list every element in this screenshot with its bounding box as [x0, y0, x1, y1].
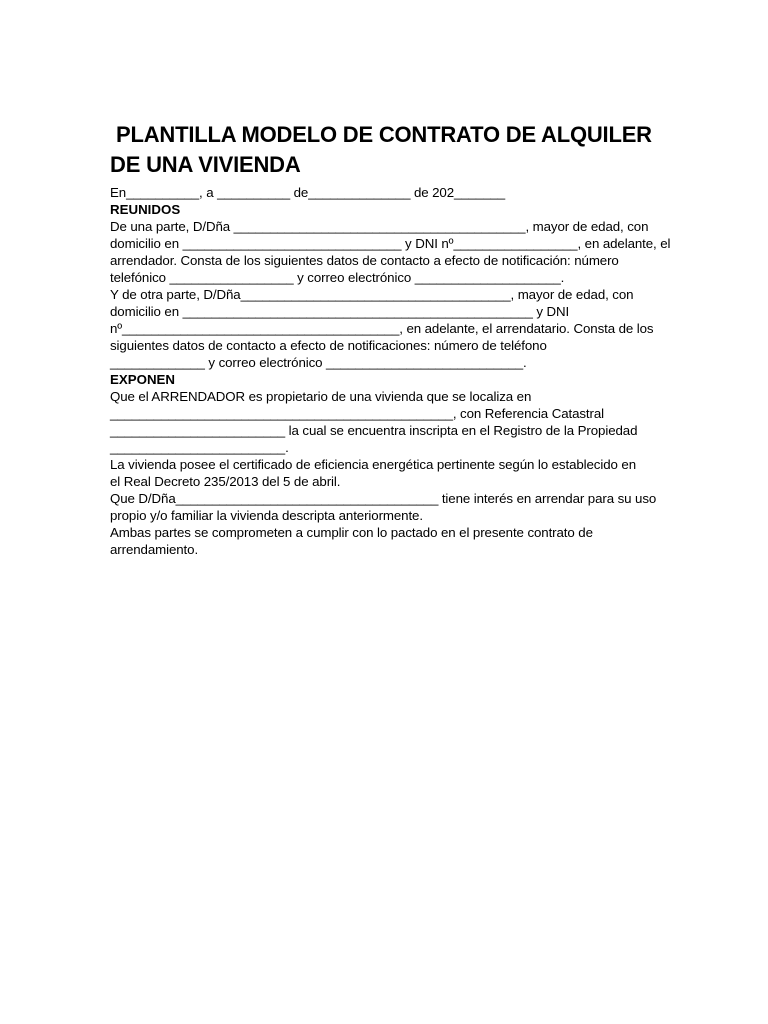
- exponen-line: La vivienda posee el certificado de eficiencia energética pertinente según lo establecido en: [110, 457, 636, 472]
- reunidos-line: telefónico _________________ y correo electrónico ____________________.: [110, 270, 565, 285]
- document-content: [110, 120, 670, 558]
- exponen-line: propio y/o familiar la vivienda descripta anteriormente.: [110, 508, 423, 523]
- exponen-line: el Real Decreto 235/2013 del 5 de abril.: [110, 474, 341, 489]
- reunidos-line: domicilio en ________________________________________________ y DNI: [110, 304, 570, 319]
- exponen-line: Ambas partes se comprometen a cumplir con lo pactado en el presente contrato de: [110, 525, 593, 540]
- exponen-line: arrendamiento.: [110, 542, 199, 557]
- exponen-line: _______________________________________________, con Referencia Catastral: [110, 406, 604, 421]
- exponen-line: Que el ARRENDADOR es propietario de una vivienda que se localiza en: [110, 389, 532, 404]
- date-line: En__________, a __________ de______________ de 202_______: [110, 185, 506, 200]
- document-title: [110, 120, 670, 180]
- section-heading-reunidos: REUNIDOS: [110, 202, 181, 217]
- exponen-line: ________________________.: [110, 440, 289, 455]
- reunidos-line: _____________ y correo electrónico ___________________________.: [110, 355, 527, 370]
- reunidos-line: Y de otra parte, D/Dña_____________________________________, mayor de edad, con: [110, 287, 634, 302]
- title-line-2: DE UNA VIVIENDA: [110, 152, 301, 177]
- reunidos-line: arrendador. Consta de los siguientes datos de contacto a efecto de notificación: número: [110, 253, 619, 268]
- title-line-1: PLANTILLA MODELO DE CONTRATO DE ALQUILER: [116, 122, 652, 147]
- reunidos-line: siguientes datos de contacto a efecto de notificaciones: número de teléfono: [110, 338, 547, 353]
- exponen-line: ________________________ la cual se encuentra inscripta en el Registro de la Propiedad: [110, 423, 638, 438]
- exponen-line: Que D/Dña____________________________________ tiene interés en arrendar para su uso: [110, 491, 657, 506]
- section-heading-exponen: EXPONEN: [110, 372, 176, 387]
- reunidos-line: De una parte, D/Dña ________________________________________, mayor de edad, con: [110, 219, 649, 234]
- reunidos-line: nº______________________________________, en adelante, el arrendatario. Consta de los: [110, 321, 654, 336]
- reunidos-line: domicilio en ______________________________ y DNI nº_________________, en adelante, el: [110, 236, 671, 251]
